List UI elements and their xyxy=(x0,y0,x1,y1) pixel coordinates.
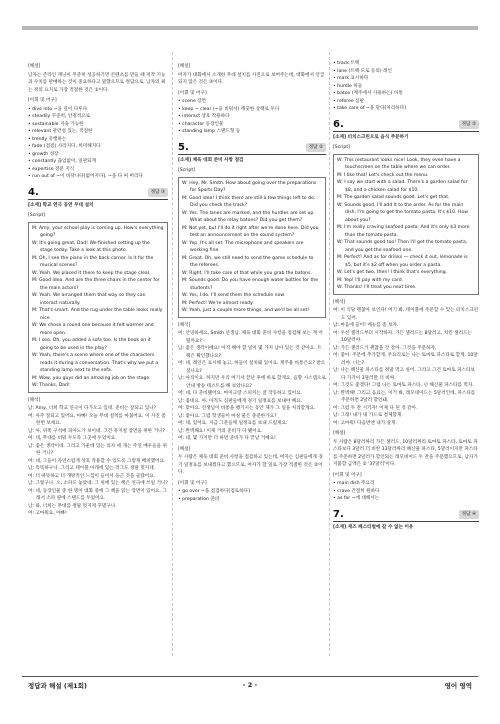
translation-heading: [해석] xyxy=(28,397,41,403)
translation-heading: [해석] xyxy=(333,299,346,305)
vocab-item: • dive into ~을 깊이 다루다 xyxy=(28,106,88,112)
question-topic: [소재] 체육 대회 준비 사항 점검 xyxy=(178,157,244,163)
translation-line: 여: 아주 잘되고 있어요, 아빠! 오늘 무대 설치를 마쳤어요. 이 사진 좀 한번 보세요. xyxy=(28,413,166,426)
script-line: M: Not yet, but I'll do it right after we're done here. Did you test an announcement on the sound system? xyxy=(182,225,319,238)
vocab-heading: [어휘 및 어구] xyxy=(28,98,57,103)
vocab-item: • sustainable 지속 가능한 xyxy=(28,121,84,127)
explanation-text: 두 사람은 체육 대회 준비 사항을 점검하고 있는데, 여자는 심판들에게 경기 일정표를 보내겠다고 했으므로, 여자가 할 일로 가장 적절한 것은 ②이다. xyxy=(178,455,323,475)
translation-line: 남: 그렇구나. 오, 소파도 놓았네. 그 위에 있는 책은 연극에 쓰일 거니? xyxy=(28,481,168,486)
top-rule xyxy=(22,26,478,30)
vocab-item: • go over ~을 점검하다[검토하다] xyxy=(178,489,250,494)
translation-line: 남: 와, 너희는 무대를 정말 멋지게 꾸몄구나. xyxy=(28,503,117,509)
translation-line: 남: 좋아요. 그럼 학생들이 마실 물은 충분한가요? xyxy=(178,413,277,419)
vocab-heading: [어휘 및 어구] xyxy=(333,472,362,478)
script-line: W: Yeah. We placed it there to keep the stage clear. xyxy=(32,270,151,276)
script-line: W: Yes, I do. I'll send them the schedule now. xyxy=(182,293,286,298)
translation-line: 여: 좋아. 주문에 추가할게. 주요리로는 나는 토마토 파스타로 할게. 10달러야. 너는? xyxy=(333,353,478,366)
vocab-heading: [어휘 및 어구] xyxy=(178,90,207,96)
script-line: M: The garden salad sounds good. Let's get that. xyxy=(337,195,450,200)
script-line: M: Perfect! We're almost ready. xyxy=(182,300,254,306)
script-line: M: Amy, your school play is coming up. How's everything going? xyxy=(32,225,164,238)
question-number: 6. xyxy=(333,118,344,130)
script-line: W: Thanks, Dad! xyxy=(32,383,70,388)
translation-line: 여: 이 식당 괜찮아 보인다! 여기 봐, 테이블에 주문할 수 있는 터치스크린도 있어. xyxy=(333,308,479,321)
translation-line: 남: 가든 샐러드가 괜찮을 것 같아. 그것을 주문하자. xyxy=(333,345,437,351)
question-number: 4. xyxy=(28,186,39,198)
script-line: M: Good idea! I think there are still a few things left to do. Did you check the track? xyxy=(182,195,316,208)
translation-line: 남: 그래! 내가 내 카드로 결제할게. xyxy=(333,413,403,418)
vocab-item: • scene 장면 xyxy=(178,99,206,104)
page-number: - 2 - xyxy=(242,681,258,689)
footer-subject: 영어 영역 xyxy=(444,682,472,690)
column-divider xyxy=(329,52,330,656)
translation-line: 남: 마음에 들어! 메뉴를 좀 보자. xyxy=(333,323,399,328)
vocab-heading: [어휘 및 어구] xyxy=(178,480,207,486)
explanation-heading: [해설] xyxy=(178,64,191,69)
vocab-item: • take care of ~을 맡다[처리하다] xyxy=(333,106,406,111)
translation-heading: [해석] xyxy=(178,322,191,328)
vocab-item: • mark 표시하다 xyxy=(333,76,369,81)
question-header xyxy=(333,119,479,132)
script-line: W: We chose a round one because it felt warmer and more open. xyxy=(32,323,154,336)
vocab-item: • crave 간절히 원하다 xyxy=(333,488,380,494)
vocab-item: • hurdle 허들 xyxy=(333,83,363,89)
script-box xyxy=(28,222,168,393)
translation-line: 여: 고마워! 다음번엔 내가 살게. xyxy=(333,420,397,426)
vocab-item: • keep ~ clear (~을 비워서) 깨끗한 상태로 두다 xyxy=(178,106,280,112)
question-header xyxy=(28,187,168,200)
script-line: M: Oh, I see the piano in the back corner. Is it for the musical scenes? xyxy=(32,255,154,268)
vocab-item: • as for ~에 대해서는 xyxy=(333,496,380,501)
vocab-item: • main dish 주요리 xyxy=(333,481,375,486)
translation-line: 여: 네, 무대를 비워 두도록 그곳에 두었어요. xyxy=(28,436,117,441)
translation-line: 남: 좋은 생각이에요! 아직 해야 할 일이 몇 가지 남아 있는 것 같아요. 트랙은 확인했나요? xyxy=(178,346,322,359)
vocab-item: • track 트랙 xyxy=(333,61,360,66)
script-heading: [Script] xyxy=(333,145,350,150)
script-line: W: I say we start with a salad. There's a garden salad for $8, and a chicken salad for $10. xyxy=(337,180,468,193)
explanation-text: 남자는 존라인 재닝이 무준히 성공하기면 콘텐츠를 만들 때 저작 기능과 수치를 판매하는 것이 중요하다고 말했으므로 정답으로, 남자의 최는 정의 요지로 가장 적절한 것은 ②이다. xyxy=(28,72,166,93)
vocab-item: • growth 성장 xyxy=(28,151,59,157)
vocab-item: • constantly 끊임없이, 일관되게 xyxy=(28,159,97,164)
question-topic: [소재] 터치스크린으로 음식 주문하기 xyxy=(333,134,409,140)
explanation-text: 여자가 대화에서 소개한 무대 설치를 사진으로 보여주는데, 대화에서 언급되지 않은 것은 ③이다. xyxy=(178,72,325,85)
translation-line: 여: 그것도 좋겠다! 그럼 나는 토마토 파스타, 넌 해산물 파스타를 먹자. xyxy=(333,383,474,388)
script-line: W: Hey, Mr. Smith. How about going over the preparations for Sports Day? xyxy=(182,180,317,193)
translation-line: 여: 고마워요, 아빠! xyxy=(28,511,67,516)
script-line: W: That sounds good too! Then I'll get the tomato pasta, and you get the seafood one. xyxy=(337,240,468,253)
translation-line: 여: 더 따뜻하고 더 개방적인 느낌이 들어서 둥근 것을 골랐어요. xyxy=(28,473,156,479)
vocab-item: • interact 상호 작용하다 xyxy=(178,114,230,119)
translation-line: 남: 아, 뒤쪽 구석에 피아노가 보이네. 그건 뮤지컬 장면을 위한 거니? xyxy=(28,428,165,434)
script-line: W: Yep. It's all set. The microphone and speakers are working fine. xyxy=(182,240,304,253)
vocab-item: • trendy 유행하는 xyxy=(28,136,67,142)
translation-line: 남: Amy, 너희 학교 연극이 다가오고 있네. 준비는 잘되고 있니? xyxy=(28,406,157,411)
script-line: W: This restaurant looks nice! Look, they even have a touchscreen on the table where we can order. xyxy=(337,157,461,170)
script-line: M: Great. Oh, we still need to send the game schedule to the referees. xyxy=(182,255,314,268)
translation-line: 남: 좋은 생각이네. 그리고 가운데 있는 의자 세 개는 주연 배우들을 위한 거니? xyxy=(28,443,167,456)
question-number: 5. xyxy=(178,141,189,153)
script-line: M: Yep! I'll pay with my card. xyxy=(337,277,404,283)
translation-line: 여: 우선 샐러드부터 시작하자. 가든 샐러드는 8달러고, 치킨 샐러드는 10달러야. xyxy=(333,330,472,343)
question-topic: [소재] 학교 연극 공연 무대 설치 xyxy=(28,202,94,208)
vocab-item: • lane (트랙·도로 등의) 레인 xyxy=(333,68,392,74)
vocab-item: • character 등장인물 xyxy=(178,121,224,127)
script-box xyxy=(333,154,479,295)
translation-line: 남: 똑똑하구나. 그리고 테이블 아래에 있는 러그도 정말 멋지네. xyxy=(28,466,156,471)
question-topic: [소재] 재즈 페스티벌에 갈 수 없는 이유 xyxy=(333,524,414,530)
script-line: W: Yeah. We arranged them that way so they can interact naturally. xyxy=(32,293,146,306)
script-heading: [Script] xyxy=(28,213,45,218)
explanation-heading: [해설] xyxy=(28,64,41,69)
footer-rule xyxy=(22,676,478,677)
explanation-heading: [해설] xyxy=(178,446,191,452)
column-left xyxy=(28,60,168,518)
script-line: W: Let's get two, then! I think that's everything. xyxy=(337,270,448,275)
translation-line: 여: 안녕하세요, Smith 선생님. 체육 대회 준비 사항을 점검해 보는 게 어떨까요? xyxy=(178,331,323,344)
script-line: W: Right. I'll take care of that while you grab the batons. xyxy=(182,270,312,276)
script-line: M: I see. Oh, you added a sofa too. Is the book on it going to be used in the play? xyxy=(32,338,151,351)
script-line: W: It's going great, Dad! We finished setting up the stage today. Take a look at this photo. xyxy=(32,240,150,253)
translation-line: 남: 완벽해요! 이제 거의 준비가 다 됐어요. xyxy=(178,428,263,434)
answer-badge: 정답 ② xyxy=(459,120,479,130)
answer-badge: 정답 ② xyxy=(306,143,326,153)
vocab-item: • baton (계주에서 사용하는) 바통 xyxy=(333,91,403,96)
vocab-item: • preparation 준비 xyxy=(178,496,220,502)
vocab-item: • standing lamp 스탠드형 등 xyxy=(178,129,241,134)
translation-line: 여: 그럼 두 잔 시키자! 이제 다 된 것 같아. xyxy=(333,405,418,411)
question-header xyxy=(178,142,326,155)
script-box xyxy=(178,177,326,318)
vocab-item: • run out of ~이 바닥나다[없어지다], ~을 다 써 버리다 xyxy=(28,174,143,179)
translation-line: 여: 네, 있어요. 지금 그분들께 일정표를 보내 드릴게요. xyxy=(178,421,288,426)
translation-line: 남: 나는 해산물 파스타를 정말 먹고 싶어. 그리고 그건 토마토 파스타보다 가격이 3달러만 더 비싸. xyxy=(333,368,475,381)
script-line: W: Yeah, there's a scene where one of the characters reads it during a conversation. That's why we put a standing lamp next to the sofa. xyxy=(32,353,159,373)
vocab-item: • fade (점점) 사라지다, 희미해지다 xyxy=(28,144,101,149)
script-line: M: Wow, you guys did an amazing job on the stage. xyxy=(32,375,151,381)
vocab-item: • relevant 관련성 있는, 적절한 xyxy=(28,129,93,134)
explanation-text: 두 사람은 8달러짜리 가든 샐러드, 10달러짜리 토마토 파스타, 토마토 파스타보다 3달러 더 비싼 13달러짜리 해산물 파스타, 5달러이지만 파스타를 주문하면 2달러가 할인되는 레모네이드 두 잔을 주문했으므로, 남자가 지불할 금액은 ② '37달러'이다. xyxy=(333,439,478,467)
script-heading: [Script] xyxy=(178,168,195,173)
footer-title: 정답과 해설 (제1회) xyxy=(28,682,87,690)
translation-line: 여: 네, 다 준비됐어요. 마이크랑 스피커는 잘 작동하고 있어요. xyxy=(178,391,303,396)
answer-badge: 정답 ④ xyxy=(459,510,479,520)
script-line: M: I'm really craving seafood pasta. And it's only $3 more than the tomato pasta. xyxy=(337,225,470,238)
script-line: W: Sounds good. I'll add it to the order. As for the main dish, I'm going to get the tomato pasta. It's $10. How about you? xyxy=(337,202,468,223)
translation-line: 여: 네, 그들이 자연스럽게 상호 작용할 수 있도록 그렇게 배치했어요. xyxy=(28,458,166,464)
script-line: W: Yeah, just a couple more things, and we'll be all set! xyxy=(182,308,310,313)
translation-line: 남: 좋네요. 아, 아직도 심판들에게 경기 일정표를 보내야 해요. xyxy=(178,398,303,404)
script-line: M: Perfect! And as for drinks — check it out, lemonade is $5, but it's $2 off when you order a pasta. xyxy=(337,255,468,268)
script-line: W: Yes. The lanes are marked, and the hurdles are set up. What about the relay batons? Did you get them? xyxy=(182,210,315,223)
question-number: 7. xyxy=(333,508,344,520)
script-line: M: Sounds good. Do you have enough water bottles for the students? xyxy=(182,278,319,291)
column-right xyxy=(333,60,479,533)
answer-badge: 정답 ③ xyxy=(148,188,168,198)
translation-line: 여: 맞아요. 선생님이 바통을 챙기시는 동안 제가 그 일을 처리할게요. xyxy=(178,406,316,411)
column-divider xyxy=(172,52,173,656)
explanation-heading: [해설] xyxy=(333,431,346,436)
vocab-item: • referee 심판 xyxy=(333,98,365,104)
translation-line: 남: 아직이요. 하지만 우리 여기서 끝난 후에 바로 할게요. 음향 시스템으로 안내 방송 테스트를 해 보았나요? xyxy=(178,376,326,389)
vocab-item: • expertise 전문 지식 xyxy=(28,166,75,172)
translation-line: 여: 네, 레인은 표시해 놓고, 허들이 설치돼 있어요. 계주용 바통은요? 받으셨나요? xyxy=(178,361,326,374)
script-line: W: Thanks! I'll treat you next time. xyxy=(337,285,417,290)
script-line: M: Good idea. And are the three chairs in the center for the main actors? xyxy=(32,278,160,291)
translation-line: 여: 네, 등장인물 중 한 명이 대화 중에 그 책을 읽는 장면이 있어요. 그래서 소파 옆에 스탠드를 두었어요. xyxy=(28,488,167,501)
translation-line: 여: 네, 몇 가지만 더 하면 준비가 다 끝날 거예요! xyxy=(178,436,276,441)
translation-line: 남: 완벽해! 그리고 음료는, 이거 봐, 레모네이드는 5달러인데, 파스타를 주문하면 2달러 할인돼. xyxy=(333,390,476,403)
script-line: M: I like that! Let's check out the menu. xyxy=(337,172,429,178)
column-middle xyxy=(178,60,326,503)
script-line: M: That's smart. And the rug under the table looks really nice. xyxy=(32,308,163,321)
vocab-item: • steadily 꾸준히, 안정적으로 xyxy=(28,114,91,119)
question-header xyxy=(333,509,479,522)
